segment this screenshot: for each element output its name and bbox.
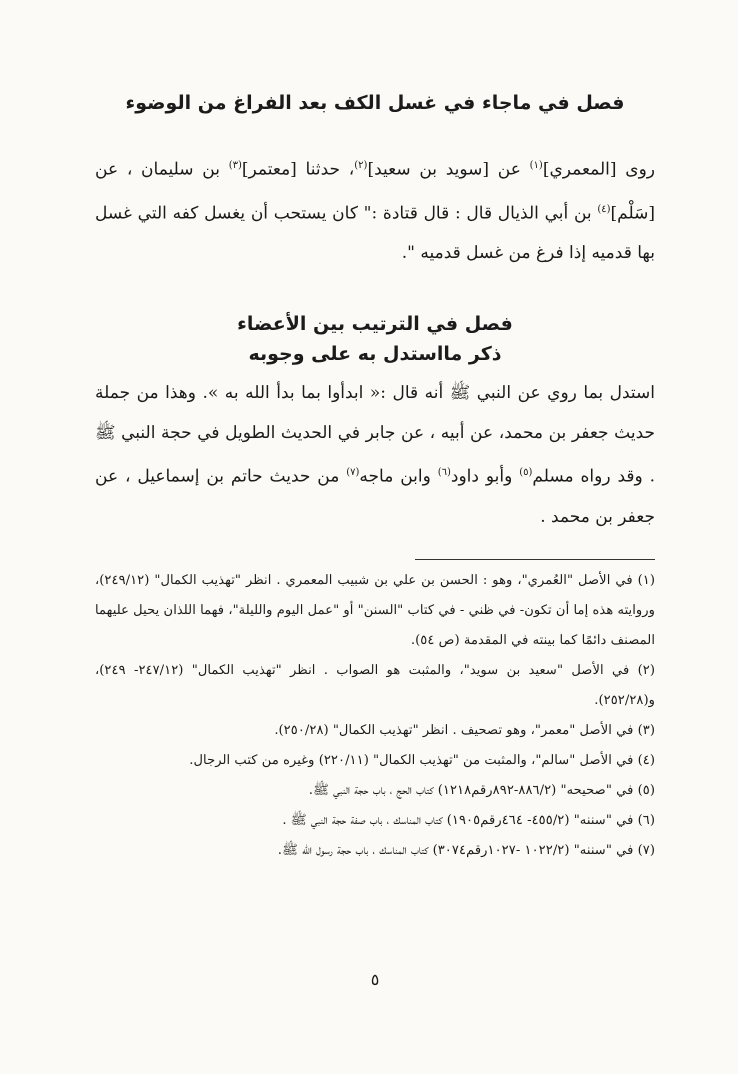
section-title-order-of-limbs: فصل في الترتيب بين الأعضاء: [237, 313, 513, 336]
order-of-limbs-text-run: استدل بما روي عن النبي ﷺ أنه قال :« ابدأوا بما بدأ الله به ». وهذا من جملة حديث جعفر بن محمد، عن أبيه ، عن جابر في الحديث الطويل في حجة النبي ﷺ . وقد رواه مسلم: [95, 383, 655, 487]
order-of-limbs-text-run: وابن ماجه: [359, 466, 438, 487]
paragraph-order-of-limbs: [95, 373, 655, 537]
footnote-2: (٢) في الأصل "سعيد بن سويد"، والمثبت هو الصواب . انظر "تهذيب الكمال" (٢٤٧/١٢- ٢٤٩)، و(٢٥٢/٢٨).: [95, 662, 656, 708]
order-of-limbs-text-run: من حديث حاتم بن إسماعيل ، عن جعفر بن محمد .: [95, 466, 655, 527]
book-page: [95, 70, 655, 1060]
footnote-marker: (٦): [437, 467, 451, 479]
footnote-marker: (٣): [228, 160, 242, 171]
footnote-marker: (٥): [519, 467, 533, 479]
footnote-1: (١) في الأصل "العُمري"، وهو : الحسن بن علي بن شبيب المعمري . انظر "تهذيب الكمال" (٢٤٩/١٢)، وروايته هذه إما أن تكون- في ظني - في كتاب "السنن" أو "عمل اليوم والليلة"، فهما اللذان يحيل عليهما المصنف دائمًا كما بينته في المقدمة (ص ٥٤).: [95, 572, 655, 648]
section-title-washing-hands: فصل في ماجاء في غسل الكف بعد الفراغ من الوضوء: [125, 92, 625, 114]
section-subtitle-evidence: ذكر مااستدل به على وجوبه: [248, 343, 502, 366]
footnote-marker: (٤): [597, 203, 611, 215]
paragraph-washing-hands: [95, 146, 655, 273]
washing-hands-text-run: عن [سويد بن سعيد]: [367, 159, 530, 180]
footnote-5: (٥) في "صحيحه" (٨٨٦/٢-٨٩٢رقم١٢١٨) كتاب الحج ، باب حجة النبي ﷺ.: [308, 782, 655, 798]
footnote-marker: (٧): [346, 467, 360, 479]
footnote-6: (٦) في "سننه" (٤٥٥/٢- ٤٦٤رقم١٩٠٥) كتاب المناسك ، باب صفة حجة النبي ﷺ .: [282, 812, 655, 828]
footnote-4: (٤) في الأصل "سالم"، والمثبت من "تهذيب الكمال" (٢٢٠/١١) وغيره من كتب الرجال.: [189, 752, 655, 768]
footnote-3: (٣) في الأصل "معمر"، وهو تصحيف . انظر "تهذيب الكمال" (٢٥٠/٢٨).: [274, 722, 655, 738]
washing-hands-text-run: ، حدثنا [معتمر]: [241, 159, 355, 180]
order-of-limbs-text-run: وأبو داود: [450, 466, 520, 487]
footnote-marker: (٢): [354, 160, 368, 171]
page-number: ٥: [370, 970, 380, 989]
washing-hands-text-run: بن سليمان ، عن [سَلْم]: [95, 159, 655, 224]
footnotes-list: [95, 566, 655, 866]
washing-hands-text-run: بن أبي الذيال قال : قال قتادة :" كان يستحب أن يغسل كفه التي غسل بها قدميه إذا فرغ من غسل قدميه ".: [95, 203, 655, 264]
washing-hands-text-run: روى [المعمري]: [542, 159, 655, 180]
footnote-7: (٧) في "سننه" (١٠٢٢/٢ -١٠٢٧رقم٣٠٧٤) كتاب المناسك ، باب حجة رسول الله ﷺ.: [277, 842, 655, 858]
footnote-marker: (١): [529, 160, 543, 171]
footnote-separator: [415, 559, 655, 560]
